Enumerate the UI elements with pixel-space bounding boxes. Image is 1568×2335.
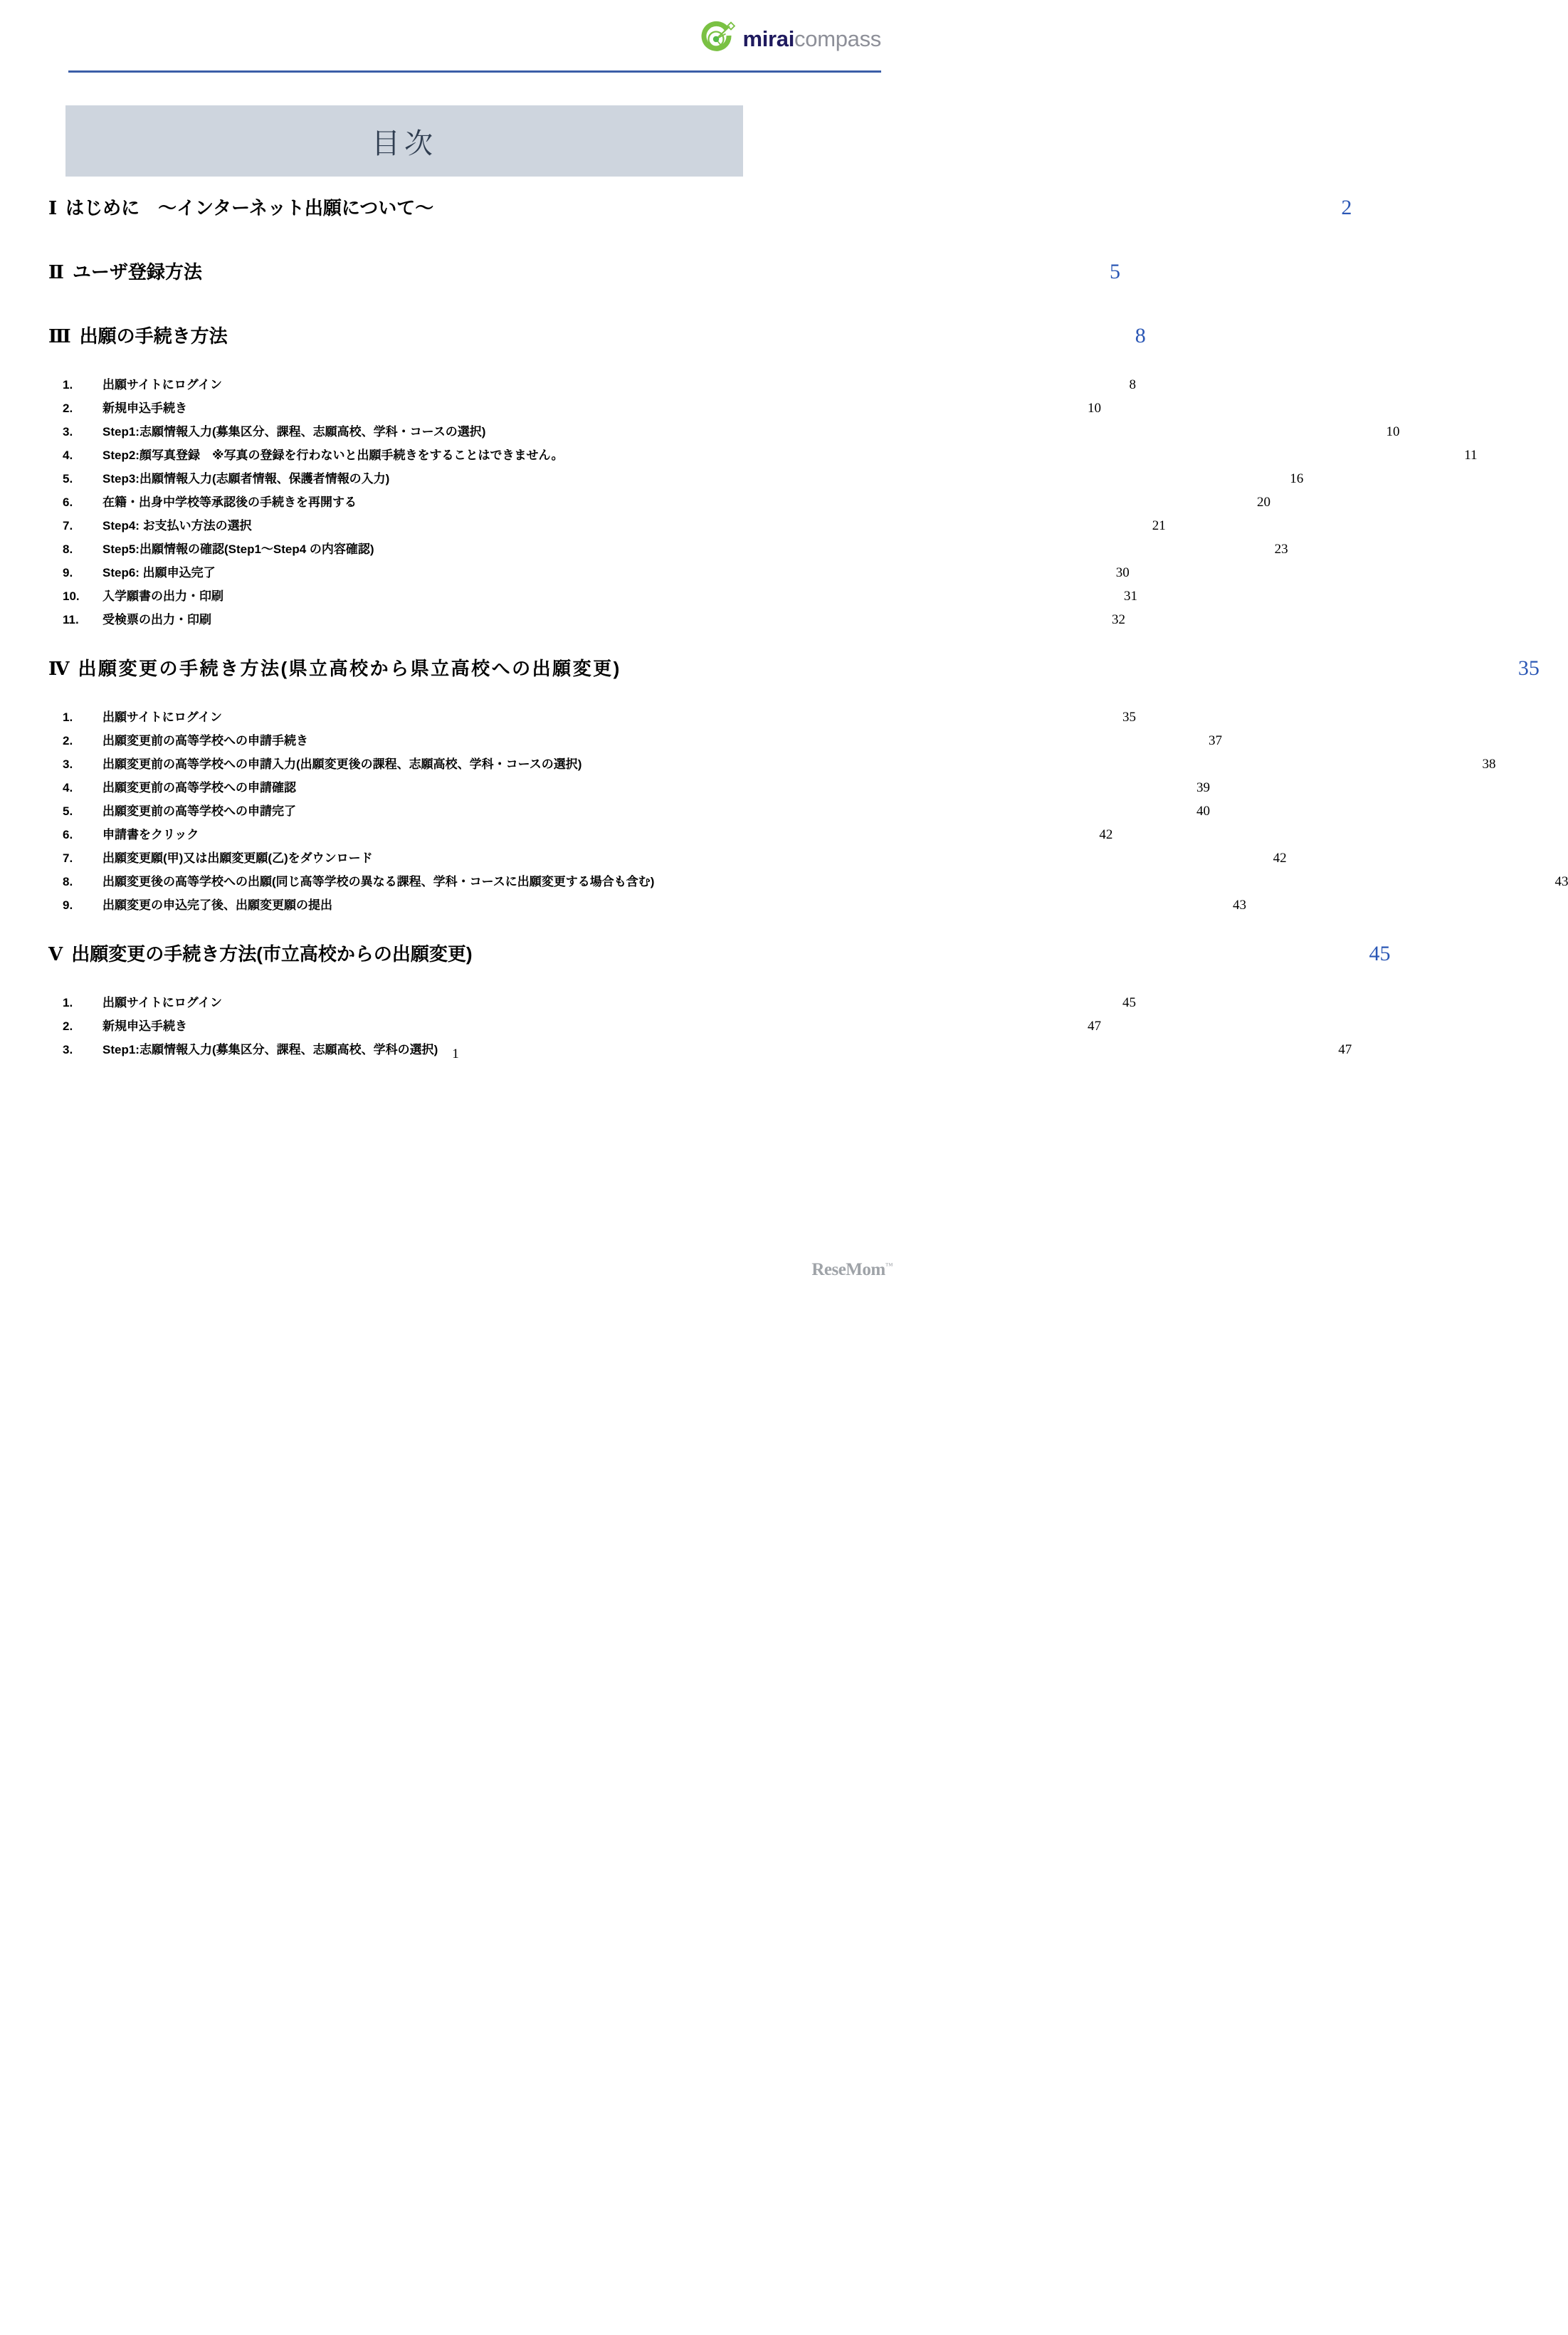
watermark-trademark: ™ <box>885 1261 893 1271</box>
toc-subitem-number: 2. <box>63 1019 73 1033</box>
toc-section-page: 8 <box>1135 324 1146 347</box>
toc-subitem-page: 16 <box>1290 471 1304 486</box>
toc-section-page: 2 <box>1341 196 1352 219</box>
toc-subitem-number: 4. <box>63 781 73 794</box>
toc-subitem-label: 新規申込手続き <box>102 1019 187 1033</box>
toc-subitem-number: 8. <box>63 875 73 888</box>
toc-subitem[interactable] <box>63 777 1210 801</box>
toc-subitem-page: 43 <box>1233 898 1246 913</box>
toc-section-label: ユーザ登録方法 <box>72 261 202 283</box>
toc-section-2[interactable] <box>0 258 1120 296</box>
toc-subitem-number: 3. <box>63 1043 73 1056</box>
toc-subitem-page: 42 <box>1273 851 1287 866</box>
page-header <box>0 0 911 78</box>
toc-subitem-label: Step1:志願情報入力(募集区分、課程、志願高校、学科の選択) <box>102 1043 438 1056</box>
toc-section-page: 35 <box>1517 656 1540 680</box>
toc-subitem-list <box>0 374 1478 633</box>
compass-target-icon <box>698 20 735 57</box>
page-title-band <box>65 105 743 177</box>
watermark-text: ReseMom <box>811 1260 885 1279</box>
toc-subitem-number: 3. <box>63 757 73 771</box>
toc-subitem-page: 10 <box>1386 424 1400 439</box>
toc-subitem-number: 5. <box>63 804 73 818</box>
toc-subitem[interactable] <box>63 609 1125 633</box>
toc-subitem-number: 11. <box>63 613 79 626</box>
toc-subitem[interactable] <box>63 398 1101 421</box>
toc-section-label: はじめに ～インターネット出願について～ <box>65 197 434 219</box>
toc-subitem-number: 6. <box>63 495 73 509</box>
toc-subitem[interactable] <box>63 801 1210 824</box>
toc-subitem-number: 2. <box>63 734 73 747</box>
toc-subitem-number: 5. <box>63 472 73 486</box>
toc-subitem-label: 出願サイトにログイン <box>102 996 222 1009</box>
toc-subitem-page: 43 <box>1554 874 1568 889</box>
toc-subitem-page: 37 <box>1209 733 1222 748</box>
toc-subitem[interactable] <box>63 374 1136 398</box>
toc-subitem-label: 出願変更前の高等学校への申請入力(出願変更後の課程、志願高校、学科・コースの選択) <box>102 757 582 771</box>
toc-subitem-number: 1. <box>63 378 73 392</box>
toc-section-label: 出願変更の手続き方法(県立高校から県立高校への出願変更) <box>78 658 621 679</box>
toc-section-numeral: Ⅲ <box>48 326 71 347</box>
toc-subitem-page: 32 <box>1112 612 1125 627</box>
toc-subitem-number: 1. <box>63 710 73 724</box>
toc-subitem-number: 6. <box>63 828 73 841</box>
toc-subitem[interactable] <box>63 586 1137 609</box>
toc-subitem-label: 入学願書の出力・印刷 <box>102 589 223 603</box>
toc-subitem-page: 10 <box>1088 401 1101 416</box>
toc-subitem[interactable] <box>63 539 1288 562</box>
toc-subitem-page: 20 <box>1257 495 1270 510</box>
toc-subitem[interactable] <box>63 848 1287 871</box>
toc-subitem-page: 42 <box>1099 827 1113 842</box>
toc-subitem-label: 出願変更前の高等学校への申請確認 <box>102 781 296 794</box>
toc-subitem-page: 40 <box>1196 804 1210 819</box>
toc-section-page: 45 <box>1369 942 1391 965</box>
toc-subitem[interactable] <box>63 1016 1101 1039</box>
toc-subitem[interactable] <box>63 562 1130 586</box>
toc-subitem-page: 23 <box>1274 542 1288 557</box>
toc-subitem-label: Step1:志願情報入力(募集区分、課程、志願高校、学科・コースの選択) <box>102 425 486 439</box>
resemom-watermark <box>811 1260 893 1280</box>
toc-section-1[interactable] <box>0 194 1352 232</box>
toc-subitem-label: 出願変更後の高等学校への出願(同じ高等学校の異なる課程、学科・コースに出願変更する場合も含む) <box>102 875 655 888</box>
toc-section-label: 出願変更の手続き方法(市立高校からの出願変更) <box>71 943 473 965</box>
toc-subitem[interactable] <box>63 824 1113 848</box>
toc-subitem-label: Step3:出願情報入力(志願者情報、保護者情報の入力) <box>102 472 390 486</box>
miraicompass-logo <box>698 20 881 57</box>
toc-section-page: 5 <box>1109 260 1120 283</box>
toc-subitem[interactable] <box>63 895 1246 918</box>
toc-subitem[interactable] <box>63 468 1304 492</box>
toc-subitem-number: 10. <box>63 589 80 603</box>
toc-subitem-label: 出願サイトにログイン <box>102 378 222 392</box>
toc-subitem-number: 2. <box>63 402 73 415</box>
toc-subitem-label: 出願変更前の高等学校への申請完了 <box>102 804 296 818</box>
toc-subitem-label: 出願変更願(甲)又は出願変更願(乙)をダウンロード <box>102 851 373 865</box>
header-divider <box>68 70 881 73</box>
toc-subitem-number: 7. <box>63 851 73 865</box>
footer-page-number: 1 <box>452 1046 459 1061</box>
toc-subitem[interactable] <box>63 707 1136 730</box>
toc-subitem-label: 出願サイトにログイン <box>102 710 222 724</box>
toc-subitem-number: 7. <box>63 519 73 532</box>
toc-subitem-number: 1. <box>63 996 73 1009</box>
toc-subitem-list <box>0 707 1568 918</box>
toc-subitem[interactable] <box>63 730 1222 754</box>
toc-subitem-page: 30 <box>1115 565 1130 580</box>
toc-section-label: 出願の手続き方法 <box>79 325 228 347</box>
brand-mirai: mirai <box>742 26 795 51</box>
page-title: 目次 <box>372 127 437 159</box>
toc-subitem[interactable] <box>63 992 1136 1016</box>
toc-subitem-label: Step6: 出願申込完了 <box>102 566 216 579</box>
toc-subitem[interactable] <box>63 492 1270 515</box>
toc-subitem-number: 4. <box>63 448 73 462</box>
toc-subitem-number: 8. <box>63 542 73 556</box>
toc-section-numeral: Ⅴ <box>48 944 63 965</box>
toc-subitem-page: 47 <box>1088 1019 1101 1034</box>
toc-subitem-number: 9. <box>63 898 73 912</box>
toc-subitem-page: 47 <box>1338 1042 1352 1057</box>
toc-subitem-label: Step2:顔写真登録 ※写真の登録を行わないと出願手続きをすることはできません。 <box>102 448 564 462</box>
toc-subitem-label: 受検票の出力・印刷 <box>102 613 211 626</box>
toc-subitem-page: 11 <box>1464 448 1478 463</box>
toc-subitem-label: 在籍・出身中学校等承認後の手続きを再開する <box>102 495 357 509</box>
toc-subitem-label: 新規申込手続き <box>102 402 187 415</box>
toc-subitem-page: 8 <box>1129 377 1136 392</box>
toc-subitem-label: 出願変更の申込完了後、出願変更願の提出 <box>102 898 332 912</box>
toc-subitem-number: 3. <box>63 425 73 439</box>
toc-subitem-label: 申請書をクリック <box>102 828 199 841</box>
toc-subitem-label: Step4: お支払い方法の選択 <box>102 519 252 532</box>
toc-section-3[interactable] <box>0 322 1146 360</box>
toc-section-numeral: Ⅳ <box>48 658 70 679</box>
toc-subitem-page: 31 <box>1124 589 1137 604</box>
toc-subitem-page: 38 <box>1482 757 1496 772</box>
brand-compass: compass <box>794 26 881 51</box>
toc-section-numeral: Ⅰ <box>48 198 58 219</box>
toc-subitem-number: 9. <box>63 566 73 579</box>
toc-subitem-label: 出願変更前の高等学校への申請手続き <box>102 734 308 747</box>
table-of-contents <box>0 194 1568 1063</box>
toc-subitem-page: 45 <box>1122 995 1136 1010</box>
brand-wordmark <box>742 28 881 50</box>
toc-section-numeral: Ⅱ <box>48 262 64 283</box>
toc-subitem-page: 35 <box>1122 710 1136 725</box>
toc-subitem-label: Step5:出願情報の確認(Step1～Step4 の内容確認) <box>102 542 374 556</box>
toc-subitem-page: 21 <box>1152 518 1166 533</box>
toc-subitem[interactable] <box>63 515 1166 539</box>
toc-subitem-page: 39 <box>1196 780 1210 795</box>
